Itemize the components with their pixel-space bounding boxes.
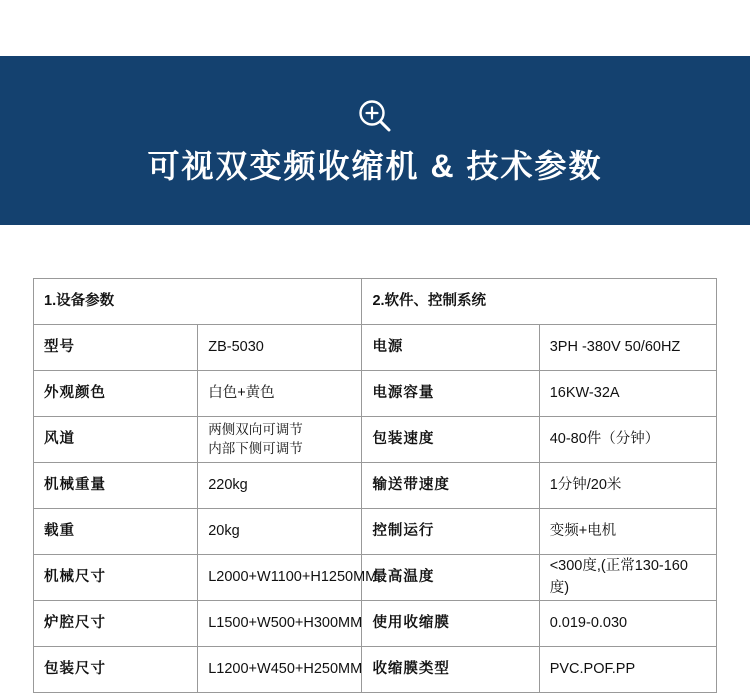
value-air-duct-line2: 内部下侧可调节: [208, 440, 303, 456]
spec-table: [33, 278, 717, 693]
label-packing-speed: 包装速度: [362, 417, 539, 463]
value-max-temperature: <300度,(正常130-160度): [539, 555, 716, 601]
label-power-capacity: 电源容量: [362, 371, 539, 417]
value-model: ZB-5030: [198, 325, 362, 371]
label-packing-size: 包装尺寸: [34, 647, 198, 693]
label-machine-size: 机械尺寸: [34, 555, 198, 601]
value-air-duct: [198, 417, 362, 463]
table-row: [34, 417, 717, 463]
label-chamber-size: 炉腔尺寸: [34, 601, 198, 647]
value-air-duct-line1: 两侧双向可调节: [208, 422, 303, 438]
label-shrink-film-used: 使用收缩膜: [362, 601, 539, 647]
label-power-supply: 电源: [362, 325, 539, 371]
value-shrink-film-type: PVC.POF.PP: [539, 647, 716, 693]
value-chamber-size: L1500+W500+H300MM: [198, 601, 362, 647]
label-air-duct: 风道: [34, 417, 198, 463]
label-shrink-film-type: 收缩膜类型: [362, 647, 539, 693]
table-row: [34, 371, 717, 417]
table-row: [34, 601, 717, 647]
label-appearance-color: 外观颜色: [34, 371, 198, 417]
banner-title: 可视双变频收缩机 & 技术参数: [147, 148, 603, 185]
magnifier-plus-icon: [352, 95, 398, 141]
value-machine-weight: 220kg: [198, 463, 362, 509]
table-row: [34, 463, 717, 509]
table-row: [34, 555, 717, 601]
value-packing-speed: 40-80件（分钟）: [539, 417, 716, 463]
value-control-operation: 变频+电机: [539, 509, 716, 555]
label-machine-weight: 机械重量: [34, 463, 198, 509]
table-row: [34, 509, 717, 555]
label-max-temperature: 最高温度: [362, 555, 539, 601]
table-header-row: [34, 279, 717, 325]
label-control-operation: 控制运行: [362, 509, 539, 555]
label-model: 型号: [34, 325, 198, 371]
banner: [0, 56, 750, 225]
value-conveyor-speed: 1分钟/20米: [539, 463, 716, 509]
label-conveyor-speed: 输送带速度: [362, 463, 539, 509]
header-equipment-params: 1.设备参数: [34, 279, 362, 325]
table-row: [34, 325, 717, 371]
value-power-capacity: 16KW-32A: [539, 371, 716, 417]
value-power-supply: 3PH -380V 50/60HZ: [539, 325, 716, 371]
value-load-capacity: 20kg: [198, 509, 362, 555]
value-shrink-film-used: 0.019-0.030: [539, 601, 716, 647]
header-software-control: 2.软件、控制系统: [362, 279, 717, 325]
label-load-capacity: 载重: [34, 509, 198, 555]
value-packing-size: L1200+W450+H250MM: [198, 647, 362, 693]
spec-table-wrapper: [33, 278, 717, 693]
value-appearance-color: 白色+黄色: [198, 371, 362, 417]
value-machine-size: L2000+W1100+H1250MM: [198, 555, 362, 601]
